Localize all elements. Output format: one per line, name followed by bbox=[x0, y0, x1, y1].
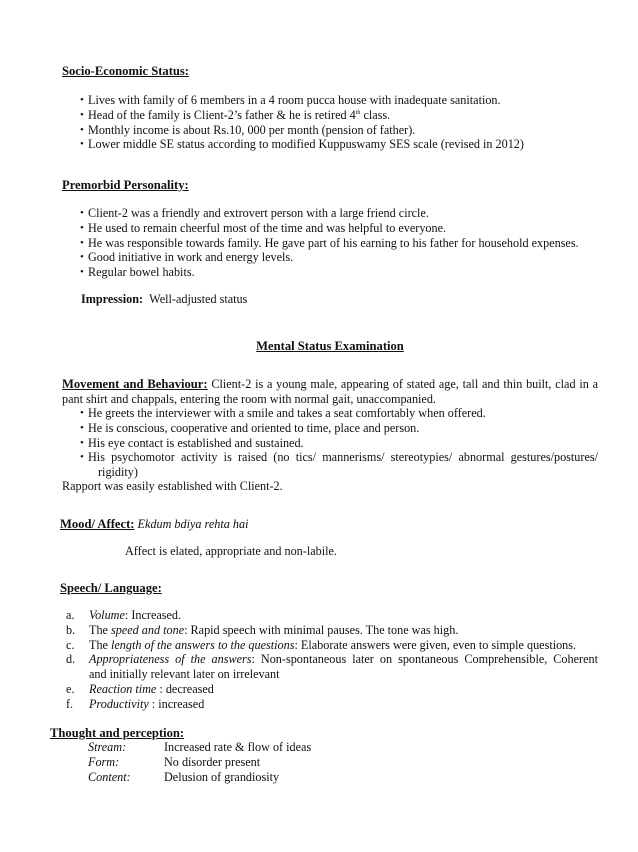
list-item: d. Appropriateness of the answers: Non-spontaneous later on spontaneous Comprehensible, Coherent and initially relevant later on irrelevant bbox=[66, 652, 598, 682]
list-item: • His eye contact is established and sustained. bbox=[80, 436, 598, 451]
thought-table bbox=[88, 740, 311, 784]
list-item: • He used to remain cheerful most of the time and was helpful to everyone. bbox=[80, 221, 579, 236]
socio-economic-list bbox=[80, 93, 524, 152]
list-item: • Lower middle SE status according to modified Kuppuswamy SES scale (revised in 2012) bbox=[80, 137, 524, 152]
list-item: f. Productivity : increased bbox=[66, 696, 205, 711]
list-item: e. Reaction time : decreased bbox=[66, 681, 214, 696]
premorbid-list bbox=[80, 206, 579, 280]
list-item: • He greets the interviewer with a smile and takes a seat comfortably when offered. bbox=[80, 406, 598, 421]
list-item: c. The length of the answers to the questions: Elaborate answers were given, even to simple questions. bbox=[66, 637, 577, 652]
list-item: • He is conscious, cooperative and oriented to time, place and person. bbox=[80, 421, 598, 436]
movement-heading: Movement and Behaviour: bbox=[62, 377, 208, 391]
list-item: • Head of the family is Client-2’s father & he is retired 4th class. bbox=[80, 108, 524, 123]
impression-label: Impression: bbox=[81, 292, 144, 306]
movement-list bbox=[80, 406, 598, 480]
list-item: • Good initiative in work and energy levels. bbox=[80, 250, 579, 265]
speech-heading: Speech/ Language: bbox=[60, 581, 162, 595]
list-item: • Monthly income is about Rs.10, 000 per month (pension of father). bbox=[80, 123, 524, 138]
speech-list bbox=[66, 608, 598, 712]
thought-row-form: Form: No disorder present bbox=[88, 754, 261, 769]
affect-text: Affect is elated, appropriate and non-labile. bbox=[125, 544, 337, 558]
thought-heading: Thought and perception: bbox=[50, 726, 185, 740]
premorbid-heading: Premorbid Personality: bbox=[62, 178, 189, 192]
mood-heading: Mood/ Affect: bbox=[60, 517, 135, 531]
impression-line bbox=[81, 292, 247, 307]
movement-intro: Movement and Behaviour: Client-2 is a young male, appearing of stated age, tall and thin built, clad in a pant shirt and chappals, entering the room with normal gait, unaccompanied. bbox=[62, 377, 598, 406]
list-item: • He was responsible towards family. He gave part of his earning to his father for household expenses. bbox=[80, 236, 579, 251]
list-item: • His psychomotor activity is raised (no tics/ mannerisms/ stereotypies/ abnormal gestures/postures/ rigidity) bbox=[80, 450, 598, 480]
list-item: a. Volume: Increased. bbox=[66, 608, 182, 622]
list-item: • Lives with family of 6 members in a 4 room pucca house with inadequate sanitation. bbox=[80, 93, 524, 108]
list-item: • Regular bowel habits. bbox=[80, 265, 579, 280]
thought-row-content: Content: Delusion of grandiosity bbox=[88, 769, 280, 784]
mood-quote: Ekdum bdiya rehta hai bbox=[137, 517, 249, 531]
mood-line bbox=[60, 517, 248, 532]
list-item: • Client-2 was a friendly and extrovert person with a large friend circle. bbox=[80, 206, 579, 221]
impression-value: Well-adjusted status bbox=[149, 292, 248, 306]
list-item: b. The speed and tone: Rapid speech with minimal pauses. The tone was high. bbox=[66, 622, 459, 637]
thought-row-stream: Stream: Increased rate & flow of ideas bbox=[88, 740, 312, 754]
mse-title: Mental Status Examination bbox=[256, 339, 404, 353]
socio-economic-heading: Socio-Economic Status: bbox=[62, 64, 189, 78]
rapport-text: Rapport was easily established with Client-2. bbox=[62, 479, 283, 493]
